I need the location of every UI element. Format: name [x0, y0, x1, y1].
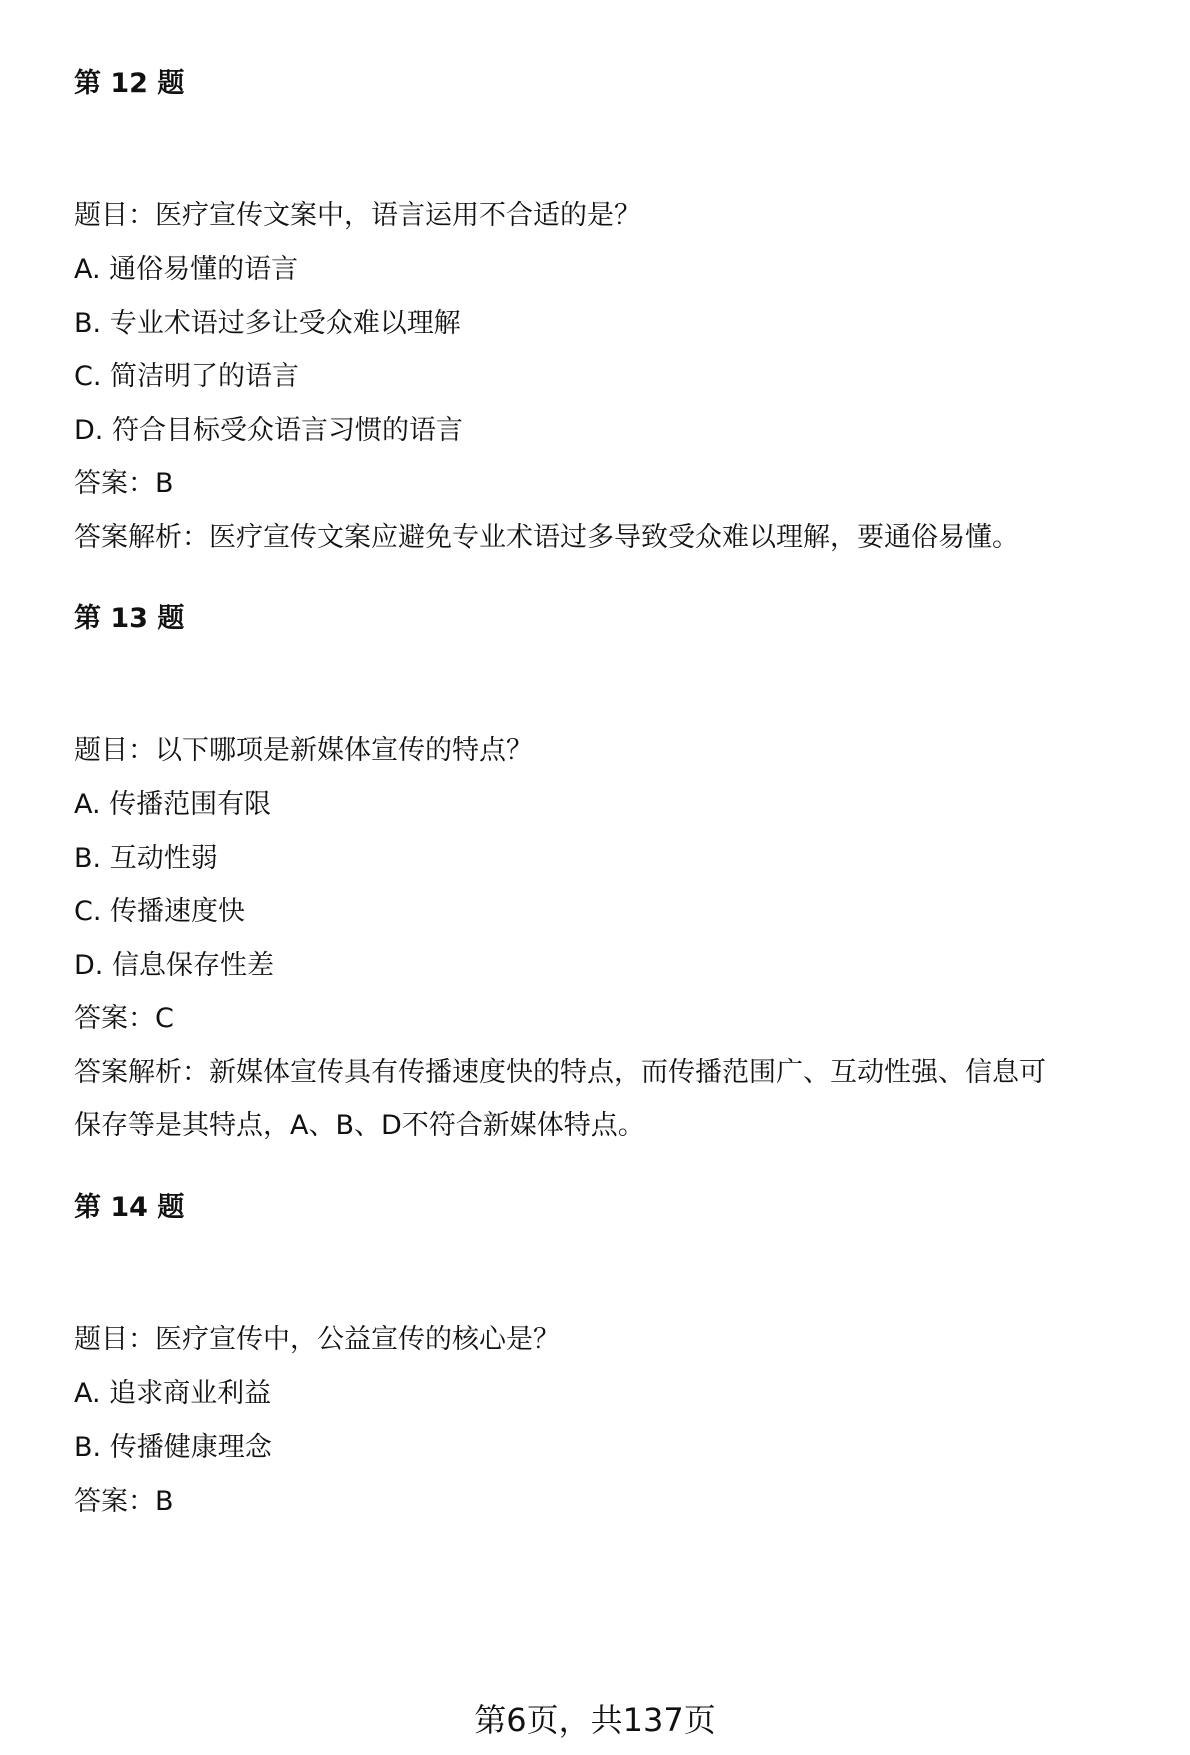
question-heading: 第 12 题	[74, 68, 185, 99]
question-heading: 第 14 题	[74, 1192, 185, 1223]
question-prompt: 题目：医疗宣传文案中，语言运用不合适的是？	[74, 200, 641, 231]
option-a: A. 传播范围有限	[74, 789, 272, 820]
option-b: B. 传播健康理念	[74, 1432, 272, 1463]
question-prompt: 题目：医疗宣传中，公益宣传的核心是？	[74, 1324, 560, 1355]
option-b: B. 互动性弱	[74, 843, 218, 874]
question-prompt: 题目：以下哪项是新媒体宣传的特点？	[74, 735, 533, 766]
answer: 答案：B	[74, 1486, 174, 1517]
option-a: A. 通俗易懂的语言	[74, 254, 299, 285]
answer-explanation-continued: 保存等是其特点，A、B、D不符合新媒体特点。	[74, 1110, 645, 1141]
question-heading: 第 13 题	[74, 603, 185, 634]
option-b: B. 专业术语过多让受众难以理解	[74, 308, 461, 339]
answer-explanation: 答案解析：新媒体宣传具有传播速度快的特点，而传播范围广、互动性强、信息可	[74, 1057, 1046, 1088]
answer-explanation: 答案解析：医疗宣传文案应避免专业术语过多导致受众难以理解，要通俗易懂。	[74, 522, 1019, 553]
option-c: C. 简洁明了的语言	[74, 361, 300, 392]
page-number-footer: 第6页，共137页	[474, 1701, 716, 1739]
option-c: C. 传播速度快	[74, 896, 246, 927]
answer: 答案：C	[74, 1003, 174, 1034]
option-d: D. 符合目标受众语言习惯的语言	[74, 415, 463, 446]
option-a: A. 追求商业利益	[74, 1378, 272, 1409]
option-d: D. 信息保存性差	[74, 950, 274, 981]
answer: 答案：B	[74, 468, 174, 499]
